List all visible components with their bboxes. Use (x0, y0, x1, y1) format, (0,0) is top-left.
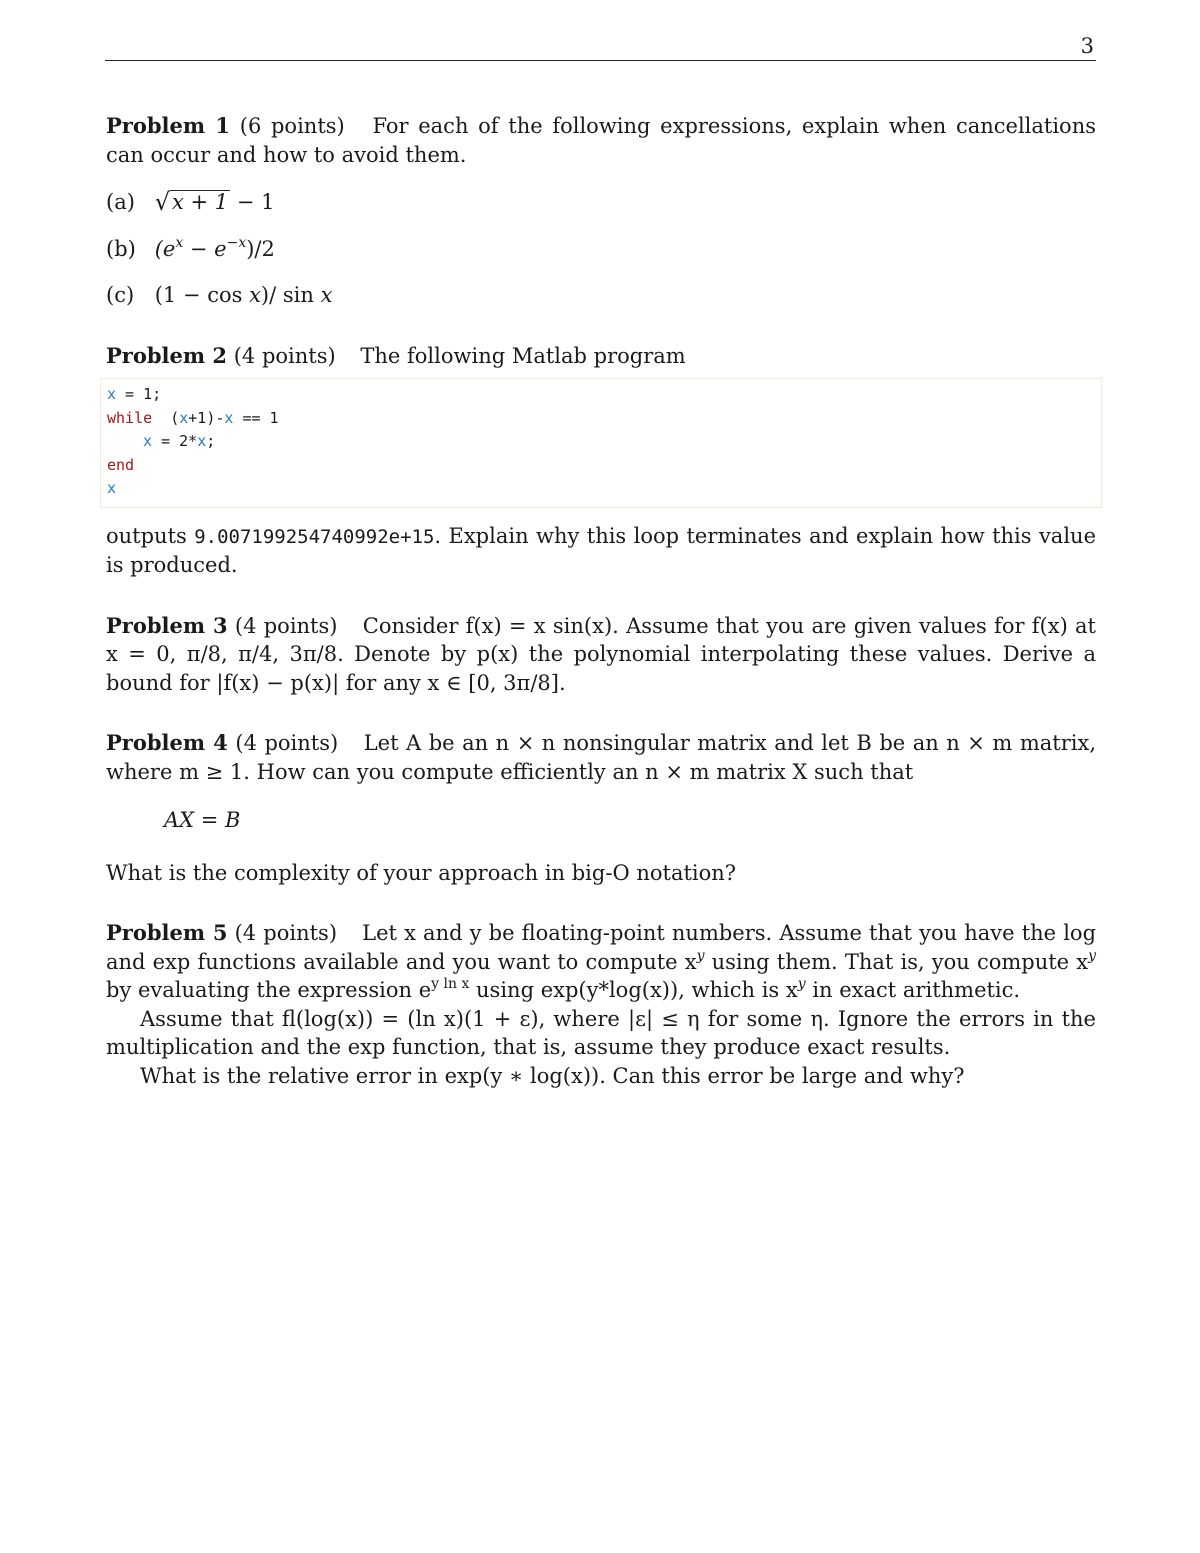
problem-1-title: Problem 1 (106, 113, 231, 138)
problem-4-title: Problem 4 (106, 730, 228, 755)
item-label: (a) (106, 190, 135, 214)
problem-2-intro: The following Matlab program (360, 343, 686, 368)
page-content (106, 112, 1096, 1090)
problem-5-points: (4 points) (234, 921, 338, 945)
square-root (155, 187, 230, 217)
sup-ylnx: y ln x (431, 976, 470, 992)
code-line-2 (107, 407, 1095, 431)
sup-y: y (696, 947, 705, 964)
problem-5-a5: in exact arithmetic. (805, 978, 1021, 1002)
problem-5-a3: by evaluating the expression e (106, 978, 432, 1002)
problem-5-a4: using exp(y*log(x)), which is x (469, 978, 798, 1002)
problem-5-para-3: What is the relative error in exp(y ∗ log(x)). Can this error be large and why? (140, 1063, 965, 1088)
problem-5-para-2: Assume that fl(log(x)) = (ln x)(1 + ε), where |ε| ≤ η for some η. Ignore the errors in the multiplication and the exp function, that is, assume they produce exact results. (106, 1006, 1096, 1059)
code-keyword: while (107, 408, 153, 427)
problem-4-question: What is the complexity of your approach in big-O notation? (106, 860, 737, 885)
problem-1 (106, 112, 1096, 169)
item-label: (c) (106, 283, 135, 307)
code-var: x (107, 385, 117, 403)
problem-2-title: Problem 2 (106, 342, 228, 368)
code-var: x (107, 479, 117, 497)
item-b-sup2: −x (226, 234, 247, 251)
sup-y: y (797, 976, 806, 992)
code-line-5 (107, 477, 1095, 501)
problem-1-points: (6 points) (239, 114, 345, 138)
code-text: = 1; (116, 385, 162, 403)
item-b-post: )/2 (246, 236, 275, 261)
code-var: x (179, 408, 189, 427)
code-line-4 (107, 454, 1095, 478)
problem-4-text: Let A be an n × n nonsingular matrix and let B be an n × m matrix, where m ≥ 1. How can you compute efficiently an n × m matrix X such that (106, 731, 1096, 784)
header-rule (105, 60, 1096, 61)
code-text: = 2* (152, 432, 198, 450)
problem-2-points: (4 points) (233, 343, 336, 368)
problem-5-a2: using them. That is, you compute x (704, 949, 1089, 974)
radical-sign-icon: √ (154, 188, 170, 216)
problem-1-text: For each of the following expressions, explain when cancellations can occur and how to avoid them. (106, 114, 1097, 167)
output-value: 9.007199254740992e+15 (194, 525, 435, 548)
problem-3 (106, 612, 1096, 698)
problem-1-item-b (106, 235, 1096, 264)
item-c-x2: x (320, 283, 333, 307)
item-c-expr-a: (1 − cos (154, 283, 243, 307)
item-a-rest: − 1 (230, 190, 275, 214)
item-c-expr-b: )/ sin (260, 283, 314, 307)
sup-y: y (1088, 947, 1096, 964)
item-c-x1: x (249, 283, 261, 307)
problem-3-title: Problem 3 (106, 612, 228, 638)
code-var: x (224, 408, 234, 427)
item-label: (b) (106, 236, 136, 261)
code-var: x (197, 432, 207, 450)
problem-2-after: . Explain why this loop terminates and explain how this value is produced. (106, 523, 1096, 577)
problem-5 (106, 919, 1096, 1005)
code-text: == 1 (233, 408, 279, 427)
problem-2 (106, 342, 1096, 371)
problem-2-output (106, 522, 1096, 580)
problem-3-text: Consider f(x) = x sin(x). Assume that you are given values for f(x) at x = 0, π/8, π/4, 3π/8. Denote by p(x) the polynomial interpolating these values. Derive a bound for |f(x) − p(x)| for any x ∈ [0, 3π/8]. (106, 613, 1096, 695)
code-line-3 (143, 430, 1095, 454)
problem-5-title: Problem 5 (106, 920, 228, 945)
code-line-1 (107, 383, 1095, 407)
problem-4 (106, 729, 1096, 786)
radicand: x + 1 (171, 190, 229, 214)
code-text: +1)- (188, 408, 225, 427)
problem-1-item-a (106, 187, 1096, 217)
code-var: x (143, 432, 153, 450)
problem-1-item-c (106, 281, 1096, 310)
code-block (100, 378, 1102, 508)
item-b-pre: (e (154, 236, 176, 261)
code-text: ( (152, 408, 180, 427)
outputs-word: outputs (106, 523, 187, 548)
item-b-sup1: x (175, 234, 184, 251)
code-text: ; (206, 432, 216, 450)
problem-4-points: (4 points) (235, 731, 339, 755)
page-number: 3 (1080, 34, 1094, 58)
item-b-mid: − e (183, 236, 227, 261)
problem-5-a1: Let x and y be floating-point numbers. Assume that you have the log and exp functions available and you want to compute x (106, 921, 1097, 974)
problem-4-equation: AX = B (164, 808, 241, 832)
problem-3-points: (4 points) (234, 613, 338, 638)
code-keyword: end (107, 455, 135, 474)
